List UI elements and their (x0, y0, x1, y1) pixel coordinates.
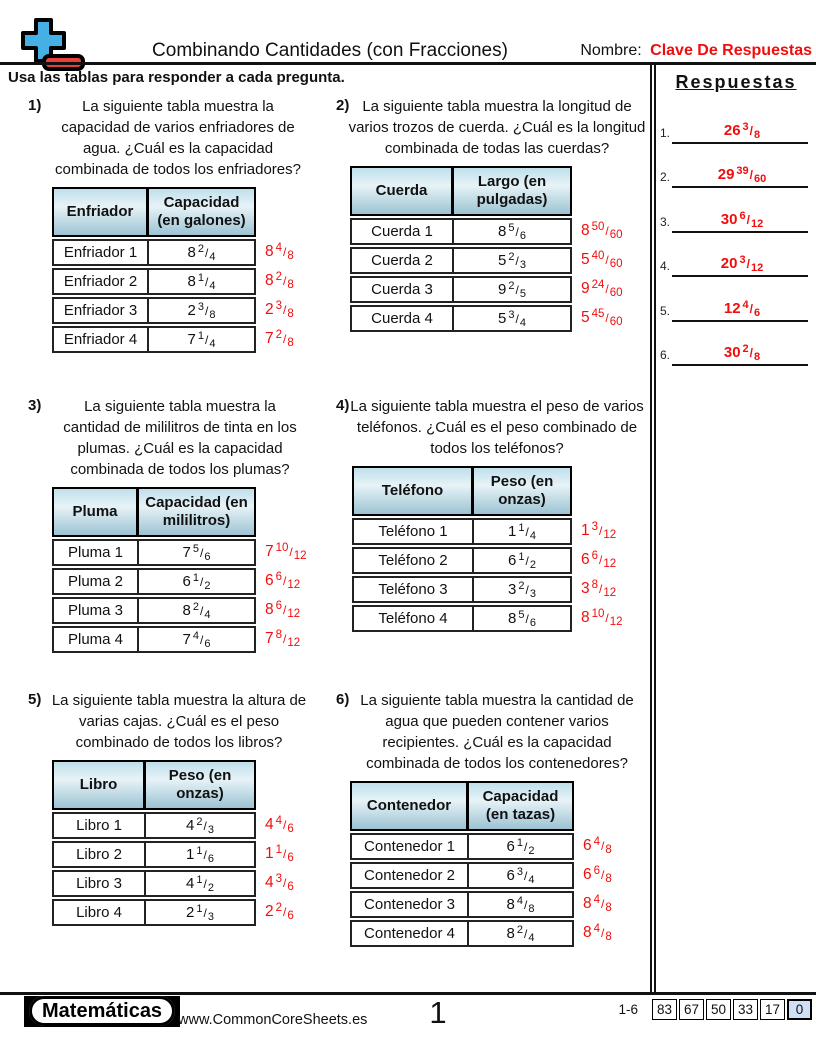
table-wrap (352, 466, 648, 632)
problem-6 (334, 690, 648, 947)
mixed-number: 8 $^2/_4$ (187, 242, 216, 263)
mixed-number: 5 $^2/_3$ (498, 250, 526, 271)
mixed-number: 9 $^2/_5$ (498, 279, 526, 300)
problem-question: La siguiente tabla muestra la cantidad de mililitros de tinta en los plumas. ¿Cuál es la capacidad combinada de todos los plumas? (63, 398, 297, 478)
table-row (352, 576, 572, 603)
page-number: 1 (429, 995, 447, 1030)
table-row (350, 305, 572, 332)
mixed-number: 7 $^4/_6$ (182, 629, 211, 650)
score-box: 33 (733, 999, 758, 1020)
converted-fraction-annotation: 5 $^{45}/_{60}$ (581, 307, 623, 328)
answers-title: Respuestas (675, 72, 797, 92)
converted-fraction-annotation: 8 $^4/_8$ (583, 893, 612, 914)
answer-number: 2. (660, 170, 671, 184)
answers-column-divider (650, 65, 656, 993)
problem-4 (334, 396, 648, 632)
problem-3 (26, 396, 326, 653)
converted-fraction-annotation: 8 $^6/_{12}$ (265, 599, 301, 620)
mixed-number: 6 $^1/_2$ (182, 571, 211, 592)
answers-list (660, 102, 812, 369)
converted-fraction-annotation: 8 $^4/_8$ (583, 922, 612, 943)
row-label: Cuerda 2 (352, 249, 454, 272)
problem-number: 4) (336, 397, 350, 414)
row-label: Contenedor 4 (352, 922, 469, 945)
answer-value: 20 $^3/_{12}$ (720, 254, 764, 274)
table-row (350, 920, 574, 947)
table-wrap (350, 166, 648, 332)
table-row (352, 518, 572, 545)
problem-question: La siguiente tabla muestra el peso de varios teléfonos. ¿Cuál es el peso combinado de todos los teléfonos? (350, 398, 644, 457)
problem-number: 2) (336, 97, 350, 114)
row-label: Libro 4 (54, 901, 146, 924)
page-title: Combinando Cantidades (con Fracciones) (152, 40, 508, 61)
converted-fraction-annotation: 4 $^3/_6$ (265, 872, 294, 893)
data-table (350, 166, 572, 332)
table-row (52, 326, 256, 353)
row-label: Pluma 4 (54, 628, 139, 651)
table-row (52, 841, 256, 868)
row-value (149, 299, 254, 322)
header-col1: Libro (54, 762, 146, 808)
data-table (52, 760, 256, 926)
row-value (146, 814, 254, 837)
table-row (52, 870, 256, 897)
header-col2: Peso (en onzas) (490, 473, 554, 508)
converted-fraction-annotation: 4 $^4/_6$ (265, 814, 294, 835)
row-value (139, 541, 254, 564)
mixed-number: 4 $^2/_3$ (186, 815, 214, 836)
row-value (146, 843, 254, 866)
row-label: Pluma 2 (54, 570, 139, 593)
converted-fraction-annotation: 8 $^{10}/_{12}$ (581, 607, 623, 628)
table-row (52, 597, 256, 624)
answer-value: 26 $^3/_8$ (723, 120, 761, 141)
problem-question: La siguiente tabla muestra la capacidad de varios enfriadores de agua. ¿Cuál es la capacidad combinada de todos los enfriadores? (55, 98, 301, 178)
answer-value: 29 $^{39}/_{60}$ (717, 165, 767, 185)
problem-range-label: 1-6 (618, 1002, 638, 1017)
header-col2: Largo (en pulgadas) (476, 173, 548, 208)
row-value (454, 278, 570, 301)
score-box: 17 (760, 999, 785, 1020)
converted-fraction-annotation: 7 $^{10}/_{12}$ (265, 541, 307, 562)
row-value (454, 307, 570, 330)
name-row (580, 42, 812, 60)
header-divider (0, 62, 816, 65)
table-header (350, 781, 574, 831)
table-row (350, 833, 574, 860)
converted-fraction-annotation: 2 $^3/_8$ (265, 299, 294, 320)
row-answers (265, 537, 307, 653)
answer-blank (660, 191, 810, 236)
instructions-text: Usa las tablas para responder a cada pregunta. (8, 69, 345, 86)
answer-blank (660, 236, 810, 281)
table-row (352, 605, 572, 632)
table-wrap (52, 187, 326, 353)
table-row (52, 568, 256, 595)
answer-underline (672, 142, 808, 144)
row-value (469, 922, 572, 945)
mixed-number: 5 $^3/_4$ (498, 308, 526, 329)
table-row (52, 268, 256, 295)
row-label: Contenedor 2 (352, 864, 469, 887)
answer-key-label: Clave De Respuestas (650, 42, 812, 59)
table-row (350, 891, 574, 918)
row-label: Cuerda 3 (352, 278, 454, 301)
score-strip (618, 999, 812, 1020)
mixed-number: 2 $^1/_3$ (186, 902, 214, 923)
row-label: Enfriador 1 (54, 241, 149, 264)
answer-value: 30 $^6/_{12}$ (720, 209, 764, 230)
row-value (139, 599, 254, 622)
answer-value: 12 $^4/_6$ (723, 298, 761, 319)
table-row (350, 218, 572, 245)
header-col1: Contenedor (352, 783, 469, 829)
row-label: Teléfono 1 (354, 520, 474, 543)
score-box: 50 (706, 999, 731, 1020)
data-table (52, 187, 256, 353)
mixed-number: 8 $^2/_4$ (182, 600, 211, 621)
row-value (469, 835, 572, 858)
mixed-number: 8 $^1/_4$ (187, 271, 216, 292)
converted-fraction-annotation: 8 $^{50}/_{60}$ (581, 220, 623, 241)
row-answers (581, 216, 623, 332)
problem-question: La siguiente tabla muestra la longitud de varios trozos de cuerda. ¿Cuál es la longitud combinada de todas las cuerdas? (348, 98, 646, 157)
row-value (146, 872, 254, 895)
problem-2 (334, 96, 648, 332)
row-value (469, 864, 572, 887)
problem-question: La siguiente tabla muestra la cantidad de agua que pueden contener varios recipientes. ¿Cuál es la capacidad combinada de todos los contenedores? (360, 692, 634, 772)
row-value (474, 549, 570, 572)
row-label: Cuerda 4 (352, 307, 454, 330)
row-value (474, 520, 570, 543)
score-box: 83 (652, 999, 677, 1020)
mixed-number: 3 $^2/_3$ (508, 579, 536, 600)
answer-number: 6. (660, 348, 671, 362)
problem-number: 1) (28, 97, 42, 114)
row-value (149, 241, 254, 264)
row-label: Teléfono 3 (354, 578, 474, 601)
row-value (149, 270, 254, 293)
row-label: Contenedor 1 (352, 835, 469, 858)
answer-number: 4. (660, 259, 671, 273)
row-value (454, 220, 570, 243)
row-value (139, 628, 254, 651)
problem-question: La siguiente tabla muestra la altura de varias cajas. ¿Cuál es el peso combinado de todos los libros? (51, 692, 307, 751)
score-box: 67 (679, 999, 704, 1020)
header-col1: Pluma (54, 489, 139, 535)
row-value (469, 893, 572, 916)
row-value (454, 249, 570, 272)
row-label: Pluma 3 (54, 599, 139, 622)
row-label: Libro 3 (54, 872, 146, 895)
answer-number: 3. (660, 214, 671, 229)
answer-underline (672, 231, 808, 233)
table-row (52, 297, 256, 324)
row-label: Libro 2 (54, 843, 146, 866)
answer-number: 1. (660, 125, 671, 140)
answer-blank (660, 147, 810, 192)
row-value (139, 570, 254, 593)
row-label: Teléfono 4 (354, 607, 474, 630)
converted-fraction-annotation: 5 $^{40}/_{60}$ (581, 249, 623, 270)
mixed-number: 4 $^1/_2$ (186, 873, 214, 894)
header-col2: Capacidad (en galones) (157, 194, 246, 229)
header-col2: Peso (en onzas) (168, 767, 232, 802)
answer-underline (672, 364, 808, 366)
mixed-number: 7 $^5/_6$ (182, 542, 211, 563)
answer-blank (660, 102, 810, 147)
website-url: www.CommonCoreSheets.es (178, 1012, 368, 1028)
mixed-number: 1 $^1/_4$ (508, 521, 536, 542)
converted-fraction-annotation: 1 $^1/_6$ (265, 843, 294, 864)
table-row (52, 812, 256, 839)
table-row (352, 547, 572, 574)
converted-fraction-annotation: 1 $^3/_{12}$ (581, 520, 617, 541)
answer-blank (660, 280, 810, 325)
table-row (350, 862, 574, 889)
header-col1: Enfriador (54, 189, 149, 235)
row-value (474, 607, 570, 630)
table-wrap (350, 781, 648, 947)
problem-number: 6) (336, 691, 350, 708)
table-row (52, 626, 256, 653)
mixed-number: 1 $^1/_6$ (186, 844, 214, 865)
table-wrap (52, 760, 326, 926)
data-table (350, 781, 574, 947)
problem-number: 3) (28, 397, 42, 414)
table-header (352, 466, 572, 516)
row-answers (265, 237, 294, 353)
table-row (350, 276, 572, 303)
mixed-number: 6 $^1/_2$ (508, 550, 536, 571)
answers-panel (660, 72, 812, 363)
row-answers (583, 831, 612, 947)
answer-underline (672, 186, 808, 188)
converted-fraction-annotation: 7 $^2/_8$ (265, 328, 294, 349)
row-answers (581, 516, 623, 632)
answer-number: 5. (660, 303, 671, 318)
mixed-number: 7 $^1/_4$ (187, 329, 216, 350)
table-row (52, 239, 256, 266)
row-label: Libro 1 (54, 814, 146, 837)
converted-fraction-annotation: 7 $^8/_{12}$ (265, 628, 301, 649)
row-label: Cuerda 1 (352, 220, 454, 243)
name-label: Nombre: (580, 42, 642, 59)
table-row (52, 539, 256, 566)
mixed-number: 8 $^5/_6$ (508, 608, 536, 629)
converted-fraction-annotation: 8 $^4/_8$ (265, 241, 294, 262)
mixed-number: 6 $^1/_2$ (506, 836, 535, 857)
converted-fraction-annotation: 6 $^6/_{12}$ (265, 570, 301, 591)
score-boxes (650, 999, 812, 1020)
converted-fraction-annotation: 8 $^2/_8$ (265, 270, 294, 291)
answer-underline (672, 320, 808, 322)
row-label: Teléfono 2 (354, 549, 474, 572)
mixed-number: 6 $^3/_4$ (506, 865, 535, 886)
table-header (52, 760, 256, 810)
converted-fraction-annotation: 6 $^4/_8$ (583, 835, 612, 856)
row-value (474, 578, 570, 601)
data-table (352, 466, 572, 632)
answer-blank (660, 325, 810, 370)
table-row (52, 899, 256, 926)
converted-fraction-annotation: 3 $^8/_{12}$ (581, 578, 617, 599)
header-col1: Teléfono (354, 468, 474, 514)
score-box: 0 (787, 999, 812, 1020)
row-value (149, 328, 254, 351)
converted-fraction-annotation: 2 $^2/_6$ (265, 901, 294, 922)
answer-value: 30 $^2/_8$ (723, 343, 761, 363)
table-header (350, 166, 572, 216)
converted-fraction-annotation: 6 $^6/_8$ (583, 864, 612, 885)
table-header (52, 487, 256, 537)
row-value (146, 901, 254, 924)
row-label: Enfriador 4 (54, 328, 149, 351)
subject-badge (24, 996, 180, 1027)
subject-badge-label: Matemáticas (29, 996, 175, 1026)
header-col2: Capacidad (en mililitros) (145, 494, 248, 529)
plus-minus-logo (12, 14, 88, 77)
row-label: Pluma 1 (54, 541, 139, 564)
converted-fraction-annotation: 9 $^{24}/_{60}$ (581, 278, 623, 299)
converted-fraction-annotation: 6 $^6/_{12}$ (581, 549, 617, 570)
mixed-number: 8 $^4/_8$ (506, 894, 535, 915)
problem-1 (26, 96, 326, 353)
header-col1: Cuerda (352, 168, 454, 214)
row-label: Enfriador 2 (54, 270, 149, 293)
row-answers (265, 810, 294, 926)
row-label: Contenedor 3 (352, 893, 469, 916)
row-label: Enfriador 3 (54, 299, 149, 322)
mixed-number: 2 $^3/_8$ (187, 300, 216, 321)
header-col2: Capacidad (en tazas) (482, 788, 559, 823)
answer-underline (672, 275, 808, 277)
problem-number: 5) (28, 691, 42, 708)
mixed-number: 8 $^2/_4$ (506, 923, 535, 944)
table-row (350, 247, 572, 274)
problem-5 (26, 690, 326, 926)
mixed-number: 8 $^5/_6$ (498, 221, 526, 242)
table-header (52, 187, 256, 237)
data-table (52, 487, 256, 653)
table-wrap (52, 487, 326, 653)
